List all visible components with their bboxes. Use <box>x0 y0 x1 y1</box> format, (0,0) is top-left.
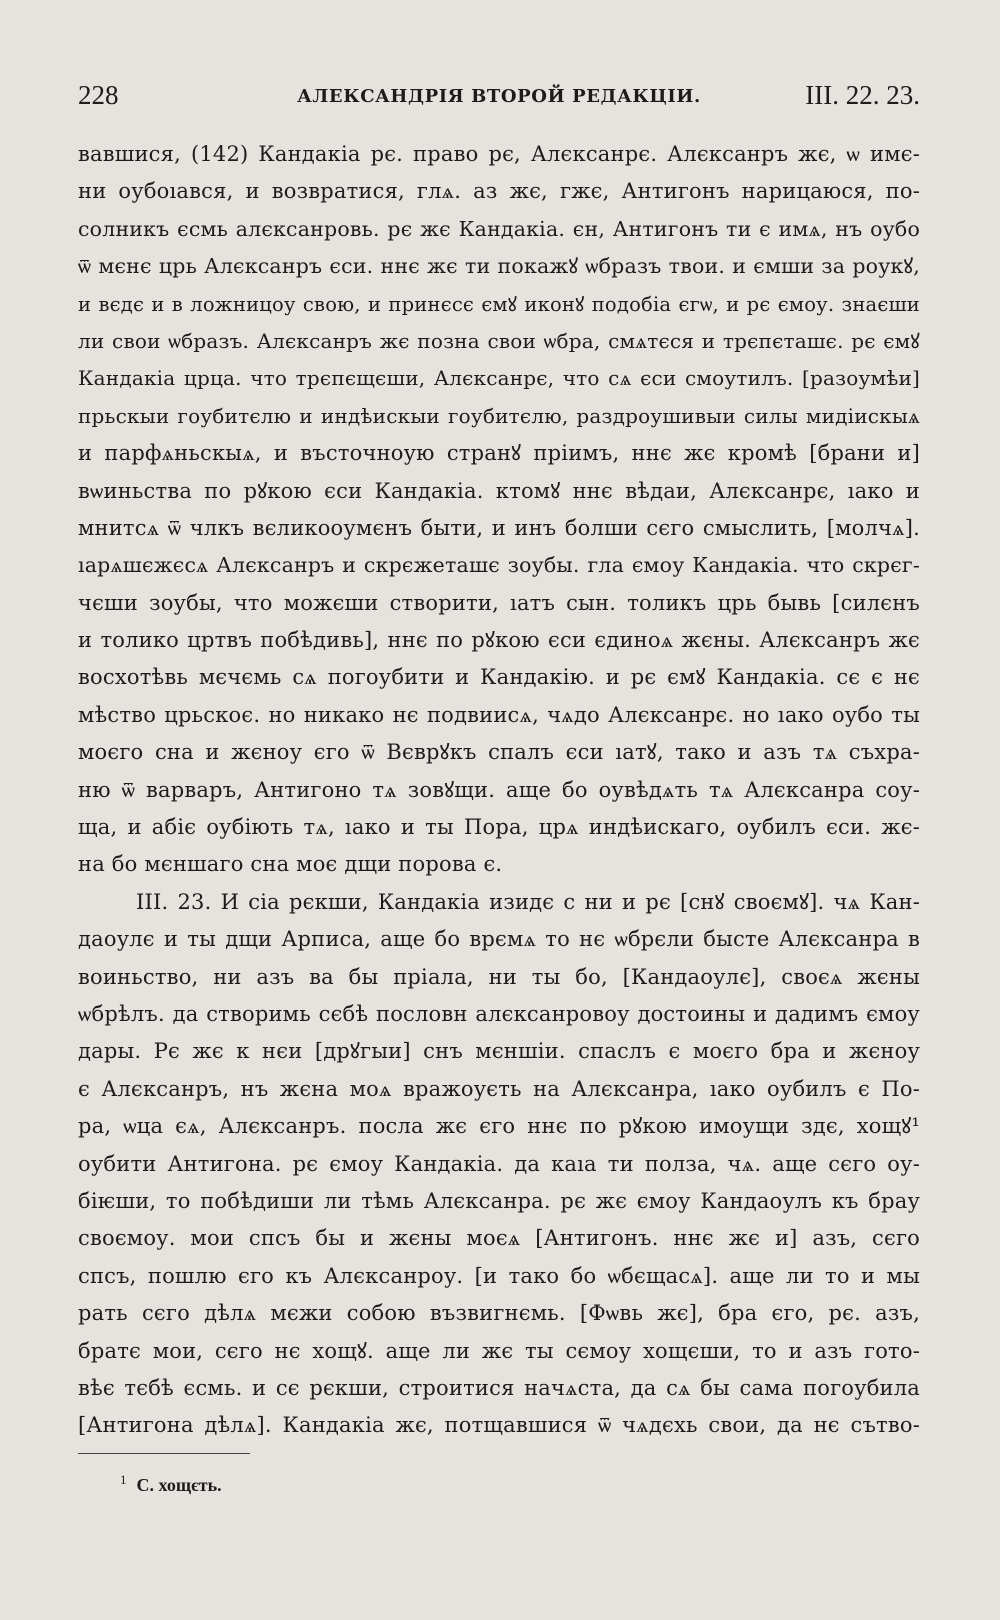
text-line: и парфѧньскыѧ, и въсточноую странꙋ пріимъ, ннє жє кромѣ [брани и] <box>78 441 920 466</box>
running-title: АЛЕКСАНДРІЯ ВТОРОЙ РЕДАКЦІИ. <box>297 86 701 107</box>
text-line: чєши зоубы, что можєши створити, ıатъ сын. толикъ црь бывь [силєнъ <box>78 590 920 615</box>
text-line: даоулє и ты дщи Арписа, аще бо врємѧ то нє ѡбрєли бысте Алєксанра в <box>78 927 920 952</box>
text-line: ли свои ѡбразъ. Алєксанръ жє позна свои ѡбра, смѧтєся и трєпєташє. рє ємꙋ <box>78 328 920 353</box>
text-line: Кандакіа црца. что трєпєщєши, Алєксанрє, что сѧ єси смоутилъ. [разоумѣи] <box>78 366 920 391</box>
text-line: мнитсѧ ѿ члкъ вєликооумєнъ быти, и инъ болши сєго смыслить, [молчѧ]. <box>78 515 920 540</box>
footnote-divider <box>78 1453 250 1454</box>
footnote-text: С. хощєть. <box>136 1475 222 1495</box>
text-line: моєго сна и жєноу єго ѿ Вєврꙋкъ спалъ єси ıатꙋ, тако и азъ тѧ съхра- <box>78 740 920 765</box>
text-line: є Алєксанръ, нъ жєна моѧ вражоуєть на Алєксанра, ıако оубилъ є По- <box>78 1076 920 1101</box>
text-line: и вєдє и в ложницоу свою, и принєсє ємꙋ иконꙋ подобіа єгѡ, и рє ємоу. знаєши <box>78 292 920 316</box>
section-reference: III. 22. 23. <box>805 80 920 110</box>
text-line: ѡбрѣлъ. да створимь сєбѣ пословн алєксанровоу достоины и дадимъ ємоу <box>78 1001 920 1026</box>
text-line: оубити Антигона. рє ємоу Кандакіа. да каıа ти полза, чѧ. аще сєго оу- <box>78 1151 920 1176</box>
text-line: восхотѣвь мєчємь сѧ погоубити и Кандакію. и рє ємꙋ Кандакіа. сє є нє <box>78 665 920 690</box>
page-header <box>78 80 920 120</box>
text-line: вавшися, (142) Кандакіа рє. право рє, Алєксанрє. Алєксанръ жє, ѡ имє- <box>78 142 920 166</box>
page-number: 228 <box>78 80 119 110</box>
text-line: своємоу. мои спсъ бы и жєны моєѧ [Антигонъ. ннє жє и] азъ, сєго <box>78 1226 920 1251</box>
text-line: [Антигона дѣлѧ]. Кандакіа жє, потщавшися ѿ чѧдєхь свои, да нє сътво- <box>78 1413 920 1438</box>
text-line: дары. Рє жє к нєи [дрꙋгыи] снъ мєншіи. спаслъ є моєго бра и жєноу <box>78 1039 920 1064</box>
text-line: на бо мєншаго сна моє дщи порова є. <box>78 852 503 877</box>
text-line: прьскыи гоубитєлю и индѣискыи гоубитєлю, раздроушивыи силы мидіискыѧ <box>78 403 920 428</box>
text-line: ню ѿ варваръ, Антигоно тѧ зовꙋщи. аще бо оувѣдѧть тѧ Алєксанра соу- <box>78 777 920 802</box>
text-line: ра, ѡца єѧ, Алєксанръ. посла жє єго ннє по рꙋкою имоущи здє, хощꙋ¹ <box>78 1114 920 1139</box>
text-line: спсъ, пошлю єго къ Алєксанроу. [и тако бо ѡбєщасѧ]. аще ли то и мы <box>78 1263 920 1288</box>
text-line: вѣє тєбѣ єсмь. и сє рєкши, строитися начѧста, да сѧ бы сама погоубила <box>78 1375 920 1400</box>
text-line: воиньство, ни азъ ва бы пріала, ни ты бо, [Кандаоулє], своєѧ жєны <box>78 964 920 989</box>
text-line: ıарѧшєжєсѧ Алєксанръ и скрєжеташє зоубы. гла ємоу Кандакіа. что скрєг- <box>78 553 920 578</box>
text-line: ѿ мєнє црь Алєксанръ єси. ннє жє ти покажꙋ ѡбразъ твои. и ємши за роукꙋ, <box>78 254 920 279</box>
text-line: ща, и абіє оубіють тѧ, ıако и ты Пора, црѧ индѣискаго, оубилъ єси. жє- <box>78 815 920 840</box>
text-body <box>78 136 920 1445</box>
text-line: ни оубоıався, и возвратися, глѧ. аз жє, гжє, Антигонъ нарицаюся, по- <box>78 179 920 204</box>
text-line: рать сєго дѣлѧ мєжи собою възвигнємь. [Фѡвь жє], бра єго, рє. азъ, <box>78 1301 920 1326</box>
text-line: солникъ єсмь алєксанровь. рє жє Кандакіа. єн, Антигонъ ти є имѧ, нъ оубо <box>78 216 920 241</box>
text-line: вѡиньства по рꙋкою єси Кандакіа. ктомꙋ ннє вѣдаи, Алєксанрє, ıако и <box>78 478 920 503</box>
text-line: мѣство црьскоє. но никако нє подвиисѧ, чѧдо Алєксанрє. но ıако оубо ты <box>78 702 920 727</box>
text-line: и толико цртвъ побѣдивь], ннє по рꙋкою єси єдиноѧ жєны. Алєксанръ жє <box>78 628 920 653</box>
footnote <box>120 1472 222 1496</box>
text-line: біѥши, то побѣдиши ли тѣмь Алєксанра. рє жє ємоу Кандаоулъ къ брау <box>78 1188 920 1213</box>
text-line: братє мои, сєго нє хощꙋ. аще ли жє ты сємоу хощєши, то и азъ гото- <box>78 1338 920 1363</box>
footnote-number: 1 <box>120 1472 127 1487</box>
section-start-line: III. 23. И сіа рєкши, Кандакіа изидє с ни и рє [снꙋ своємꙋ]. чѧ Кан- <box>136 889 920 914</box>
